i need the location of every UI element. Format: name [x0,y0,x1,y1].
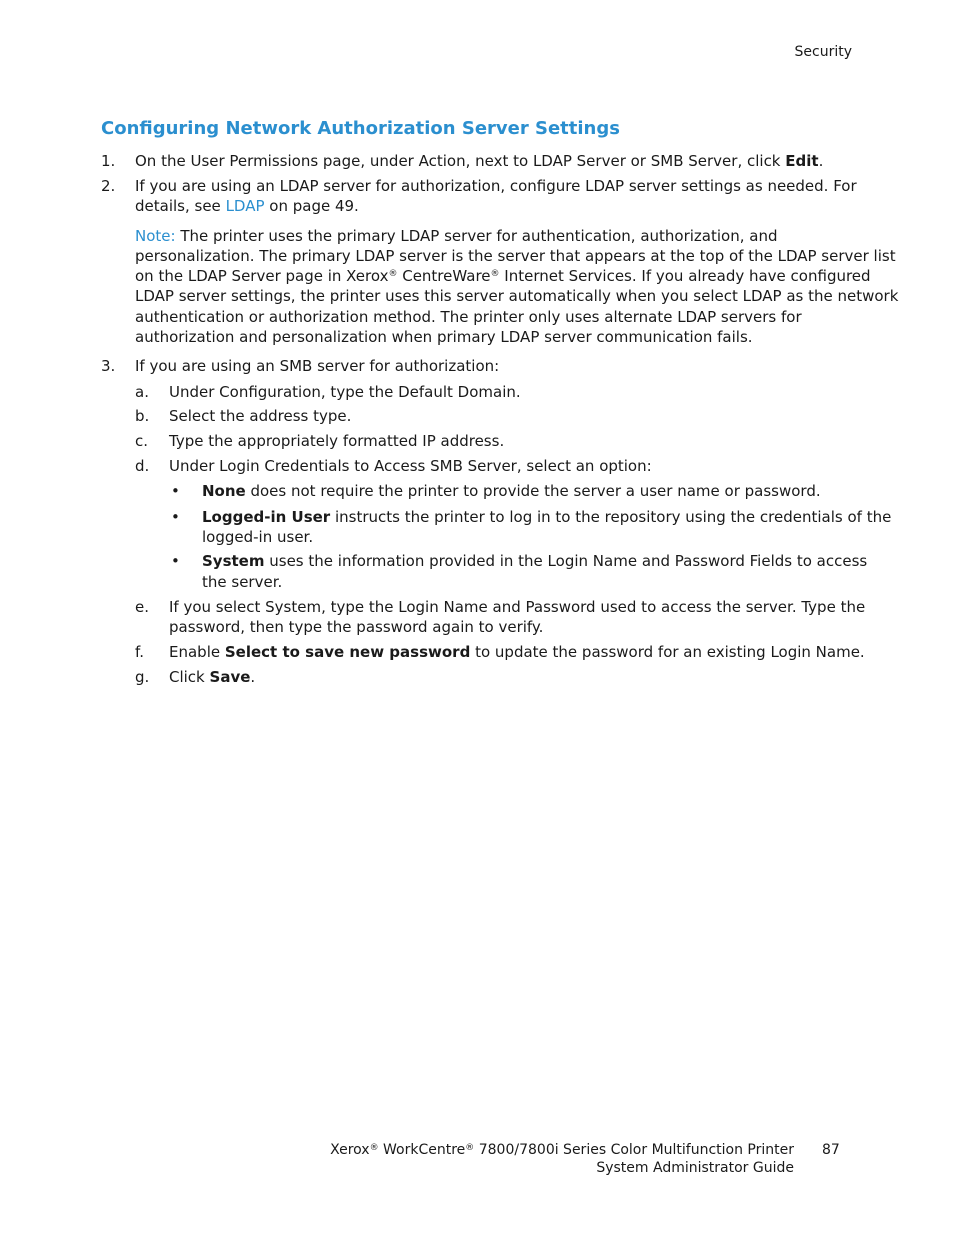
step-2-number: 2. [101,177,116,195]
substep-e-text: If you select System, type the Login Name and Password used to access the server. Type the [169,598,866,616]
bullet-icon: • [171,552,180,570]
edit-label: Edit [785,152,819,170]
note-line3: on the LDAP Server page in Xerox® CentreWare® Internet Services. If you already have configured [135,267,871,285]
step-3-number: 3. [101,357,116,375]
substep-b-text: Select the address type. [169,407,352,425]
note-label: Note: [135,227,176,245]
page-number: 87 [822,1142,840,1158]
substep-f-text: Enable Select to save new password to update the password for an existing Login Name. [169,643,865,661]
section-title: Configuring Network Authorization Server Settings [101,118,620,139]
option-logged-in-user-line2: logged-in user. [202,528,314,546]
substep-a-text: Under Configuration, type the Default Domain. [169,383,521,401]
note-line1: Note: The printer uses the primary LDAP server for authentication, authorization, and [135,227,778,245]
option-system-line2: the server. [202,573,283,591]
option-none: None does not require the printer to provide the server a user name or password. [202,482,821,500]
substep-f-letter: f. [135,643,144,661]
substep-a-letter: a. [135,383,149,401]
running-header-section: Security [794,44,852,60]
step-1-text: On the User Permissions page, under Action, next to LDAP Server or SMB Server, click Edit. [135,152,824,170]
note-line5: authentication or authorization method. The printer only uses alternate LDAP servers for [135,308,802,326]
substep-b-letter: b. [135,407,150,425]
note-line6: authorization and personalization when primary LDAP server communication fails. [135,328,753,346]
substep-d-letter: d. [135,457,150,475]
step-3-text: If you are using an SMB server for authorization: [135,357,500,375]
ldap-link[interactable]: LDAP [225,197,265,215]
substep-c-text: Type the appropriately formatted IP address. [169,432,505,450]
substep-d-text: Under Login Credentials to Access SMB Server, select an option: [169,457,652,475]
substep-e-letter: e. [135,598,149,616]
step-1-number: 1. [101,152,116,170]
footer-product-line: Xerox® WorkCentre® 7800/7800i Series Color Multifunction Printer [330,1142,794,1158]
substep-e-text-line2: password, then type the password again to verify. [169,618,544,636]
substep-g-letter: g. [135,668,150,686]
bullet-icon: • [171,482,180,500]
substep-g-text: Click Save. [169,668,256,686]
note-line4: LDAP server settings, the printer uses this server automatically when you select LDAP as the network [135,287,899,305]
option-logged-in-user: Logged-in User instructs the printer to log in to the repository using the credentials of the [202,508,892,526]
note-line2: personalization. The primary LDAP server is the server that appears at the top of the LDAP server list [135,247,896,265]
footer-guide-title: System Administrator Guide [596,1160,794,1176]
option-system: System uses the information provided in the Login Name and Password Fields to access [202,552,868,570]
step-2-text-line1: If you are using an LDAP server for authorization, configure LDAP server settings as needed. For [135,177,857,195]
substep-c-letter: c. [135,432,149,450]
step-2-text-line2: details, see LDAP on page 49. [135,197,359,215]
bullet-icon: • [171,508,180,526]
